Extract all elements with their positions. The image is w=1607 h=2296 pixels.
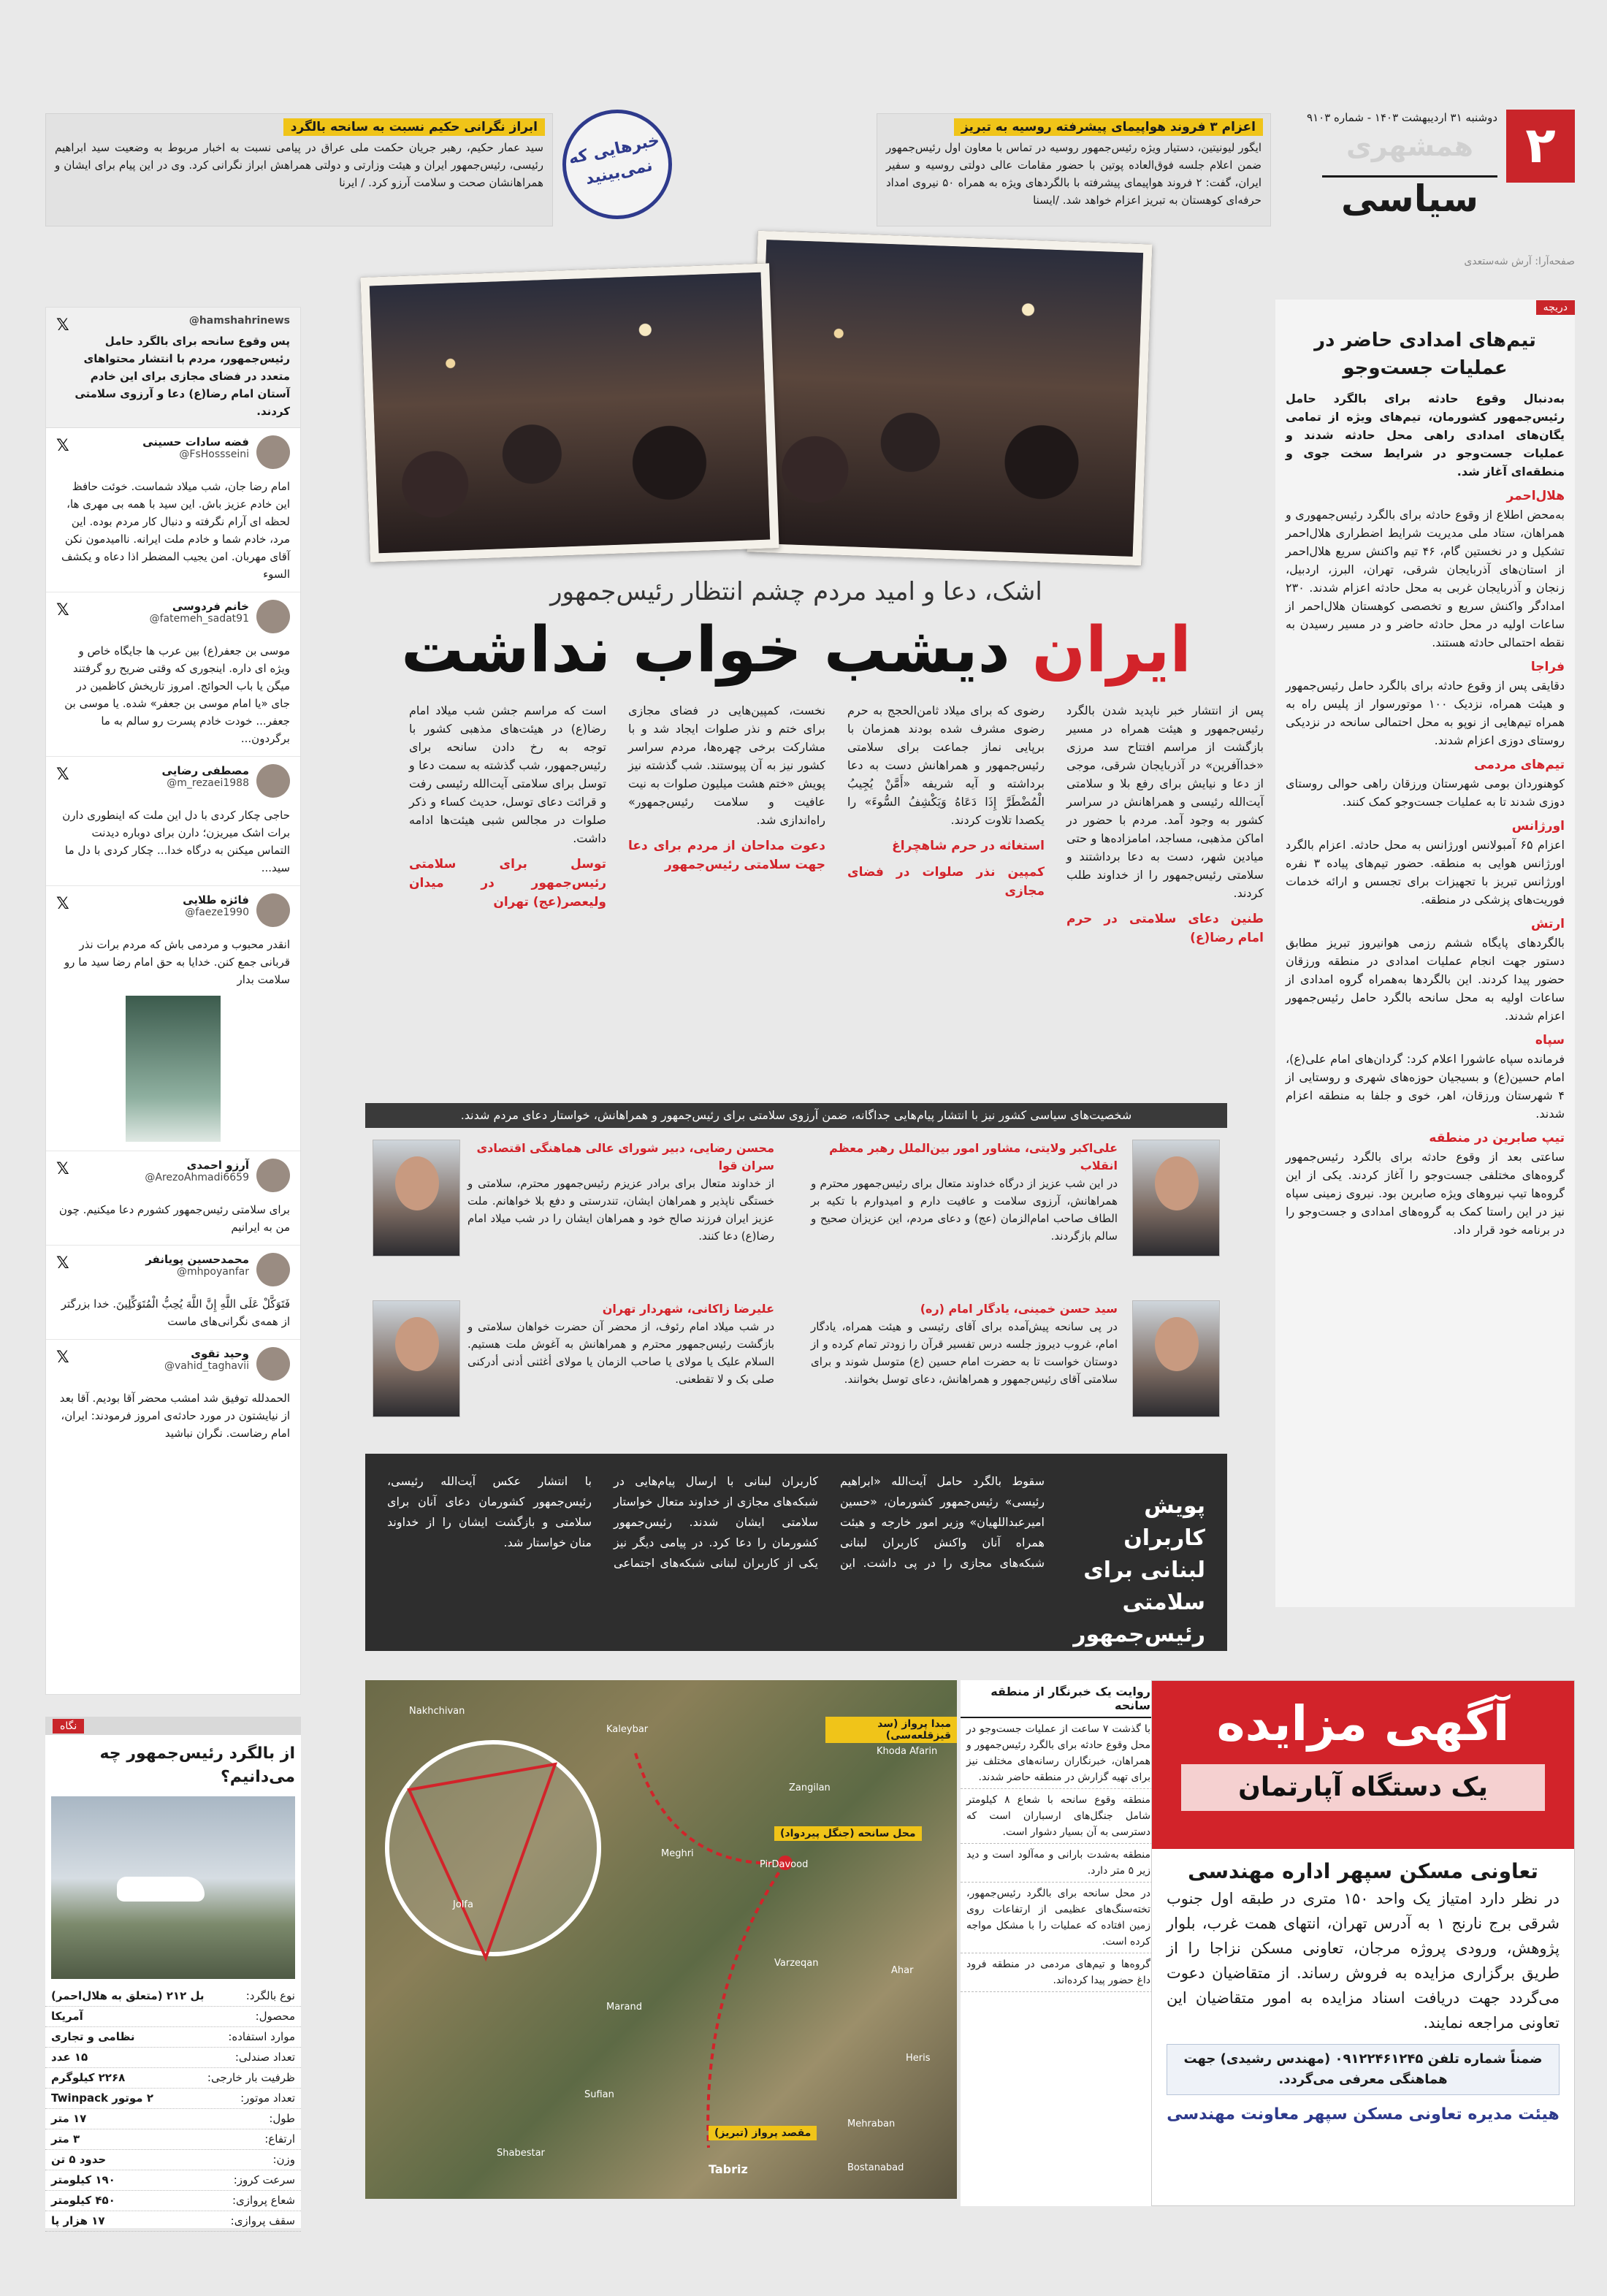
spec-label: موارد استفاده: bbox=[228, 2030, 295, 2043]
tweet bbox=[46, 1340, 300, 1451]
x-logo-icon: 𝕏 bbox=[56, 895, 69, 913]
section-body: بالگردهای پایگاه ششم رزمی هوانیروز تبریز مطابق دستور جهت انجام عملیات امدادی در منطقه ورزقان حضور پیدا کردند. این بالگردها به‌همراه گروه امدادی از ساعات اولیه به محل سانحه بالگرد حامل رئیس‌جمهور اعزام شدند. bbox=[1286, 936, 1565, 1023]
notes-title: روایت یک خبرنگار از منطقه سانحه bbox=[961, 1680, 1156, 1718]
spec-row bbox=[45, 2068, 301, 2089]
personality-name: محسن رضایی، دبیر شورای عالی هماهنگی اقتصادی سران قوا bbox=[476, 1141, 774, 1172]
map-place: Kaleybar bbox=[606, 1724, 649, 1735]
x-logo-icon: 𝕏 bbox=[56, 1349, 69, 1367]
spec-label: شعاع پروازی: bbox=[232, 2194, 295, 2207]
tweet-image bbox=[126, 996, 221, 1142]
spec-row bbox=[45, 2089, 301, 2109]
section-title: اورژانس bbox=[1511, 819, 1565, 834]
section-title: فراجا bbox=[1530, 660, 1565, 674]
article-text: پس از انتشار خبر ناپدید شدن بالگرد رئیس‌جمهور و هیئت همراه در مسیر بازگشت از مراسم افتتاح سد مرزی «خداآفرین» در آذربایجان شرقی، موجی از دعا و نیایش برای رفع بلا و سلامتی آیت‌الله رئیسی و همراهانش در سراسر کشور به وجود آمد. مردم با حضور در اماکن مذهبی، مساجد، امامزاده‌ها و حتی میادین شهر، دست به دعا برداشتند و سلامتی رئیس‌جمهور را از خداوند طلب کردند. bbox=[1066, 703, 1264, 900]
photo-mourners-right bbox=[747, 231, 1152, 566]
map-place: Varzeqan bbox=[774, 1958, 819, 1969]
personality-name: علی‌اکبر ولایتی، مشاور امور بین‌الملل رهبر معظم انقلاب bbox=[829, 1141, 1118, 1172]
tweet-handle[interactable]: @m_rezaei1988 bbox=[167, 777, 249, 789]
tweet bbox=[46, 592, 300, 757]
tweet bbox=[46, 886, 300, 1151]
avatar bbox=[256, 435, 290, 469]
photo-mourners-left bbox=[360, 263, 779, 562]
avatar bbox=[256, 1347, 290, 1381]
headline-rest: دیشب خواب نداشت bbox=[401, 614, 1010, 687]
section-title: سیاسی bbox=[1322, 175, 1497, 231]
tweet-text: پس وقوع سانحه برای بالگرد حامل رئیس‌جمهور، مردم با انتشار محتواهای متعدد در فضای مجازی برای این خادم آستان امام رضا(ع) دعا و آرزوی سلامتی کردند. bbox=[75, 335, 290, 418]
map-place: Meghri bbox=[661, 1848, 694, 1859]
personality-body: در شب میلاد امام رئوف، از محضر آن حضرت خواهان سلامتی و بازگشت رئیس‌جمهور محترم و همراهانش به آغوش ملت هستیم. السلام علیک یا مولای یا صاحب الزمان یا مولای أغثنی أدنی أدرکنی صلی بک و لا تقطعنی. bbox=[467, 1320, 774, 1386]
stamp-logo: خبرهایی که نمی‌بینید bbox=[552, 99, 682, 229]
spec-value: آمریکا bbox=[51, 2010, 83, 2023]
tweet bbox=[46, 757, 300, 886]
label-destination: مقصد پرواز (تبریز) bbox=[709, 2126, 817, 2140]
map-place: Mehraban bbox=[847, 2118, 896, 2129]
tweet-text: موسی بن جعفر(ع) بین عرب ها جایگاه خاص و ویژه ای داره. اینجوری که وقتی ضریح رو گرفتند میگن یا باب الحوائج. امروز تاریخش کاظمین در جای «یا امام موسی بن جعفر» شده. یا موسی بن جعفر... خودت خادم پسرت رو سالم به ما برگردون... bbox=[64, 644, 290, 745]
box-title: پویش کاربران لبنانی برای سلامتی رئیس‌جمهور bbox=[1073, 1493, 1205, 1647]
spec-label: محصول: bbox=[255, 2010, 295, 2023]
tweet-text: انقدر محبوب و مردمی باش که مردم برات نذر قربانی جمع کنن. خدایا به حق امام رضا سید ما رو سلامت بدار bbox=[64, 938, 290, 986]
spec-row bbox=[45, 2191, 301, 2211]
tweet-text: الحمدلله توفیق شد امشب محضر آقا بودیم. آقا بعد از نیایشتون در مورد حادثه‌ی امروز فرمودند: ایران، امام رضاست. نگران نباشید bbox=[59, 1392, 290, 1440]
section-title: سپاه bbox=[1535, 1033, 1565, 1048]
spec-value: ۱۵ عدد bbox=[51, 2051, 88, 2064]
map-place: Nakhchivan bbox=[409, 1706, 465, 1717]
paper-logo: همشهری bbox=[1345, 130, 1474, 162]
spec-row bbox=[45, 2170, 301, 2191]
avatar bbox=[256, 893, 290, 927]
ad-phone: ضمناً شماره تلفن ۰۹۱۲۲۴۶۱۲۴۵ (مهندس رشیدی) جهت هماهنگی معرفی می‌گردد. bbox=[1167, 2044, 1560, 2095]
box-tag: نگاه bbox=[53, 1719, 84, 1734]
brief-title: اعزام ۳ فروند هواپیمای پیشرفته روسیه به تبریز bbox=[954, 118, 1263, 136]
tweet bbox=[46, 1246, 300, 1340]
box-title: از بالگرد رئیس‌جمهور چه می‌دانیم؟ bbox=[99, 1744, 295, 1786]
brief-body: سید عمار حکیم، رهبر جریان حکمت ملی عراق در پیامی نسبت به اخبار مربوط به وضعیت سید ابراهیم رئیسی، رئیس‌جمهور ایران و هیئت وزارتی و دولتی همراهش ابراز نگرانی کرد. وی در این پیام برای ایشان و همراهانشان صحت و سلامت آرزو کرد. / ایرنا bbox=[55, 141, 543, 189]
label-crash: محل سانحه (جنگل پیردواد) bbox=[774, 1826, 922, 1841]
portrait-photo bbox=[1132, 1300, 1220, 1417]
helicopter-facts bbox=[45, 1717, 301, 2228]
brief-title: ابراز نگرانی حکیم نسبت به سانحه بالگرد bbox=[283, 118, 545, 136]
ad-subtitle: یک دستگاه آپارتمان bbox=[1181, 1764, 1545, 1811]
article-subhead: طنین دعای سلامتی در حرم امام رضا(ع) bbox=[1066, 912, 1264, 945]
brief-body: ایگور لیونیتین، دستیار ویژه رئیس‌جمهور روسیه در تماس با معاون اول رئیس‌جمهور ضمن اعلام جلسه فوق‌العاده پوتین با حضور مقامات عالی دولتی روسیه و سفیر ایران، گفت: ۲ فروند هواپیمای پیشرفته با بالگردهای ویژه به همراه ۵۰ نیروی امداد حرفه‌ای کوهستان به تبریز اعزام خواهد شد. /ایسنا bbox=[886, 141, 1261, 207]
map-place: Heris bbox=[906, 2053, 931, 2064]
twitter-column bbox=[45, 307, 301, 1695]
page-number: ۲ bbox=[1506, 110, 1575, 183]
x-logo-icon: 𝕏 bbox=[56, 766, 69, 784]
ad-body: در نظر دارد امتیاز یک واحد ۱۵۰ متری در طبقه اول جنوب شرقی برج نارنج ۱ به آدرس تهران، انتهای همت غرب، بلوار پژوهش، ورودی پروژه مرجان، تعاونی مسکن نزاجا را از طریق برگزاری مزایده به فروش رساند. از متقاضیان دعوت می‌گردد جهت دریافت اسناد مزایده به امور متقاضیان این تعاونی مراجعه نمایند. bbox=[1167, 1890, 1560, 2032]
avatar bbox=[256, 764, 290, 798]
spec-row bbox=[45, 2027, 301, 2048]
personality-body: از خداوند متعال برای برادر عزیزم رئیس‌جمهور محترم، سلامتی و خستگی ناپذیر و همراهان ایشان، تندرستی و دفع بلا خواهانم. ملت عزیز ایران فرزند صالح خود و همراهان ایشان را در شب میلاد امام رضا(ع) دعا کنند. bbox=[467, 1177, 774, 1243]
ad-footer: هیئت مدیره تعاونی مسکن سپهر معاونت مهندسی bbox=[1167, 2105, 1560, 2124]
spec-value: ۲ موتور Twinpack bbox=[51, 2091, 153, 2105]
tweet-handle[interactable]: @vahid_taghavii bbox=[164, 1360, 249, 1372]
spec-row bbox=[45, 2211, 301, 2232]
personality-name: سید حسن خمینی، یادگار امام (ره) bbox=[920, 1302, 1118, 1316]
tweet-name: وحید تقوی bbox=[191, 1347, 249, 1360]
map-place: Bostanabad bbox=[847, 2162, 904, 2173]
spec-label: ارتفاع: bbox=[264, 2132, 295, 2146]
personality-body: در پی سانحه پیش‌آمده برای آقای رئیسی و هیئت همراه، یادگار امام، غروب دیروز جلسه درس تفسیر قرآن را زودتر تمام کرده و از دوستان خواست تا به حضرت امام حسین (ع) متوسل شوند و برای سلامتی آقای رئیس‌جمهور و همراهانش، دعای توسل بخوانند. bbox=[811, 1320, 1118, 1386]
section-title: هلال‌احمر bbox=[1506, 489, 1565, 503]
avatar bbox=[256, 1159, 290, 1192]
section-title: ارتش bbox=[1530, 917, 1565, 931]
ad-org: تعاونی مسکن سپهر اداره مهندسی bbox=[1188, 1859, 1538, 1883]
crash-site-map[interactable] bbox=[365, 1680, 957, 2199]
spec-value: نظامی و تجاری bbox=[51, 2030, 135, 2043]
tweet-name: محمدحسین پویانفر bbox=[145, 1253, 249, 1266]
spec-value: بل ۲۱۲ (متعلق به هلال‌احمر) bbox=[51, 1989, 205, 2002]
portrait-photo bbox=[1132, 1140, 1220, 1256]
map-place: Marand bbox=[606, 2002, 642, 2013]
flight-path bbox=[635, 1753, 785, 2148]
spec-value: ۴۵۰ کیلومتر bbox=[51, 2194, 115, 2207]
x-logo-icon: 𝕏 bbox=[56, 437, 69, 455]
section-body: اعزام ۶۵ آمبولانس اورژانس به محل حادثه. اعزام بالگرد اورژانس هوایی به منطقه. حضور تیم‌های پیاده ۳ نفره اورژانس تبریز با تجهیزات برای تجسس و ارائه خدمات فوریت‌های پزشکی در منطقه. bbox=[1286, 838, 1565, 907]
spec-value: حدود ۵ تن bbox=[51, 2153, 107, 2166]
reporter-notes bbox=[961, 1680, 1156, 2206]
spec-label: سرعت کروز: bbox=[233, 2173, 295, 2186]
article-column bbox=[628, 701, 825, 874]
spec-label: نوع بالگرد: bbox=[245, 1989, 295, 2002]
tweet-handle[interactable]: @ArezoAhmadi6659 bbox=[145, 1172, 249, 1183]
box-body: سقوط بالگرد حامل آیت‌الله «ابراهیم رئیسی» رئیس‌جمهور کشورمان، «حسین امیرعبداللهیان» وزیر امور خارجه و هیئت همراه آنان واکنش کاربران لبنانی شبکه‌های مجازی را در پی داشت. این کاربران لبنانی با ارسال پیام‌هایی در شبکه‌های مجازی از خداوند متعال خواستار سلامتی ایشان شدند. رئیس‌جمهور کشورمان را دعا کرد. در پیامی دیگر نیز یکی از کاربران لبنانی شبکه‌های اجتماعی با انتشار عکس آیت‌الله رئیسی، رئیس‌جمهور کشورمان دعای آنان برای سلامتی و بازگشت ایشان را از خداوند منان خواستار شد. bbox=[387, 1474, 1045, 1570]
spec-label: سقف پروازی: bbox=[230, 2214, 295, 2227]
map-place: Ahar bbox=[891, 1965, 914, 1976]
note-item: منطقه به‌شدت بارانی و مه‌آلود است و دید زیر ۵ متر دارد. bbox=[961, 1844, 1156, 1883]
article-subhead: کمپین نذر صلوات در فضای مجازی bbox=[847, 865, 1045, 899]
personality-name: علیرضا زاکانی، شهردار تهران bbox=[602, 1302, 774, 1316]
panel-title: تیم‌های امدادی حاضر در عملیات جست‌وجو bbox=[1314, 329, 1536, 379]
map-place: Sufian bbox=[584, 2089, 614, 2100]
spec-label: تعداد صندلی: bbox=[234, 2051, 295, 2064]
tweet-handle[interactable]: @fatemeh_sadat91 bbox=[149, 613, 249, 625]
article-column bbox=[409, 701, 606, 912]
x-logo-icon: 𝕏 bbox=[56, 316, 69, 335]
spec-label: تعداد موتور: bbox=[240, 2091, 295, 2105]
note-item: منطقه وقوع سانحه با شعاع ۸ کیلومتر شامل جنگل‌های ارسباران است که دسترسی به آن بسیار دشوار است. bbox=[961, 1789, 1156, 1844]
article-text: نخست، کمپین‌هایی در فضای مجازی برای ختم و نذر صلوات ایجاد شد و با مشارکت برخی چهره‌ها، مردم سراسر کشور نیز به آن پیوستند. شب گذشته نیز پویش «ختم هشت میلیون صلوات به نیت عافیت و سلامت رئیس‌جمهور» راه‌اندازی شد. bbox=[628, 703, 825, 827]
personality-card bbox=[804, 1300, 1220, 1468]
article-subhead: دعوت مداحان از مردم برای دعا جهت سلامتی رئیس‌جمهور bbox=[628, 839, 825, 872]
article-text: رضوی که برای میلاد ثامن‌الحجج به حرم رضوی مشرف شده بودند همزمان با برپایی نماز جماعت برای سلامتی رئیس‌جمهور و همراهانش دست به دعا برداشته و آیه شریفه «أَمَّنْ یُجِیبُ الْمُضْطَرَّ إِذَا دَعَاهُ وَیَکْشِفُ السُّوءَ» را یکصدا تلاوت کردند. bbox=[847, 703, 1045, 827]
spec-row bbox=[45, 2109, 301, 2129]
tweet-text: حاجی چکار کردی با دل این ملت که اینطوری دارن برات اشک میریزن؛ دارن برای دوباره دیدنت التماس میکنن به درگاه خدا... چکار کردی با دل ما سید... bbox=[62, 809, 290, 874]
spec-label: ظرفیت بار خارجی: bbox=[207, 2071, 295, 2084]
helicopter-photo bbox=[51, 1796, 295, 1979]
spec-row bbox=[45, 2048, 301, 2068]
tweet-handle[interactable]: @hamshahrinews bbox=[188, 315, 290, 327]
section-title: تیم‌های مردمی bbox=[1474, 758, 1565, 772]
spec-row bbox=[45, 1986, 301, 2007]
personality-body: در این شب عزیز از درگاه خداوند متعال برای رئیس‌جمهور محترم و همراهانش، آرزوی سلامت و عافیت دارم و امیدوارم با تکیه بر الطاف صاحب امام‌الزمان (عج) و دعای مردم، این عزیزان صحیح و سالم بازگردند. bbox=[811, 1177, 1118, 1243]
personality-card bbox=[804, 1140, 1220, 1308]
note-item: گروه‌ها و تیم‌های مردمی در منطقه فرود داغ حضور پیدا کرده‌اند. bbox=[961, 1953, 1156, 1992]
map-place: Shabestar bbox=[497, 2148, 545, 2159]
label-origin: مبدا پرواز (سد قیزقلعه‌سی) bbox=[825, 1717, 957, 1743]
spec-row bbox=[45, 2150, 301, 2170]
tweet-text: برای سلامتی رئیس‌جمهور کشورم دعا میکنیم. چون من به ایرانیم bbox=[58, 1203, 290, 1234]
headline-red: ایران bbox=[1031, 614, 1191, 687]
tweet-name: خانم فردوسی bbox=[172, 600, 249, 613]
main-headline bbox=[365, 614, 1227, 687]
ad-title: آگهی مزایده bbox=[1216, 1696, 1510, 1752]
tweet-name: آرزو احمدی bbox=[186, 1159, 249, 1172]
sub-headline: اشک، دعا و امید مردم چشم انتظار رئیس‌جمهور bbox=[550, 577, 1042, 606]
tweet bbox=[46, 1151, 300, 1246]
brief-russia bbox=[877, 113, 1271, 226]
section-body: فرمانده سپاه عاشورا اعلام کرد: گردان‌های امام علی(ع)، امام حسین(ع) و بسیجیان حوزه‌های شهری و روستایی از ۴ شهرستان ورزقان، اهر، خوی و جلفا به منطقه اعزام شدند. bbox=[1286, 1052, 1565, 1121]
note-item: در محل سانحه برای بالگرد رئیس‌جمهور، تخته‌سنگ‌های عظیمی از ارتفاعات روی زمین افتاده که عملیات را با مشکل مواجه کرده است. bbox=[961, 1883, 1156, 1953]
map-place: Khoda Afarin bbox=[877, 1746, 938, 1757]
tweet-handle[interactable]: @faeze1990 bbox=[185, 907, 249, 918]
map-place: Tabriz bbox=[709, 2162, 748, 2176]
ad-header bbox=[1152, 1681, 1574, 1849]
portrait-photo bbox=[373, 1140, 460, 1256]
panel-lead: به‌دنبال وقوع حادثه برای بالگرد حامل رئیس‌جمهور کشورمان، تیم‌های ویژه از تمامی یگان‌های امدادی راهی محل حادثه شدند و عملیات جست‌وجو در شرایط سخت جوی و منطقه‌ای آغاز شد. bbox=[1286, 392, 1565, 478]
spec-label: وزن: bbox=[272, 2153, 295, 2166]
date-line: دوشنبه ۳۱ اردیبهشت ۱۴۰۳ - شماره ۹۱۰۳ bbox=[1307, 111, 1497, 124]
page-designer: صفحه‌آرا: آرش شه‌ستعدی bbox=[1464, 256, 1575, 267]
tweet-handle[interactable]: @FsHossseini bbox=[179, 449, 249, 460]
section-body: کوهنوردان بومی شهرستان ورزقان راهی حوالی روستای دوزی شدند تا به عملیات جست‌وجو کمک کنند. bbox=[1286, 777, 1565, 809]
section-body: به‌محض اطلاع از وقوع حادثه برای بالگرد رئیس‌جمهوری و همراهان، ستاد ملی مدیریت شرایط اضطراری هلال‌احمر تشکیل و در نخستین گام، ۴۶ تیم واکنش سریع هلال‌احمر از استان‌های آذربایجان شرقی، تهران، البرز، اردبیل، زنجان و آذربایجان غربی به محل حادثه اعزام شدند. ۲۳۰ امدادگر واکنش سریع و تخصصی کوهستان هلال‌احمر از ساعات اولیه در محل حادثه حاضر و در مسیر رسیدن به نقطه احتمالی حادثه هستند. bbox=[1286, 508, 1565, 649]
map-place: Zangilan bbox=[789, 1782, 831, 1793]
map-place: Jolfa bbox=[453, 1899, 473, 1910]
panel-tag: دریچه bbox=[1536, 300, 1575, 315]
helicopter-icon bbox=[117, 1877, 205, 1902]
avatar bbox=[256, 600, 290, 633]
x-logo-icon: 𝕏 bbox=[56, 1254, 69, 1273]
personalities-banner: شخصیت‌های سیاسی کشور نیز با انتشار پیام‌هایی جداگانه، ضمن آرزوی سلامتی برای رئیس‌جمهور و همراهانش، خواستار دعای مردم شدند. bbox=[365, 1103, 1227, 1128]
map-place: PirDavood bbox=[760, 1859, 809, 1870]
spec-value: ۱۷ متر bbox=[51, 2112, 87, 2125]
x-logo-icon: 𝕏 bbox=[56, 601, 69, 619]
article-subhead: توسل برای سلامتی رئیس‌جمهور در میدان ولیعصر(عج) تهران bbox=[409, 857, 606, 909]
section-title: تیپ صابرین در منطقه bbox=[1429, 1131, 1565, 1145]
spec-value: ۳ متر bbox=[51, 2132, 80, 2146]
article-text: است که مراسم جشن شب میلاد امام رضا(ع) در هیئت‌های مذهبی کشور با توجه به رخ دادن سانحه برای رئیس‌جمهور، شب گذشته به سمت دعا و توسل برای سلامتی آیت‌الله رئیسی رفت و قرائت دعای توسل، حدیث کساء و ذکر صلوات در مجالس شبی هیئت‌ها ادامه داشت. bbox=[409, 703, 606, 845]
article-column bbox=[1066, 701, 1264, 947]
lebanese-users-box bbox=[365, 1454, 1227, 1651]
portrait-photo bbox=[373, 1300, 460, 1417]
article-column bbox=[847, 701, 1045, 901]
tweet bbox=[46, 428, 300, 592]
rescue-teams-panel bbox=[1275, 300, 1575, 1607]
tweet-name: فضه سادات حسینی bbox=[142, 435, 249, 449]
tweet-name: مصطفی رضایی bbox=[161, 764, 249, 777]
brief-hakim bbox=[45, 113, 553, 226]
tweet-name: فائزه طلایی bbox=[183, 893, 249, 907]
spec-value: ۲۲۶۸ کیلوگرم bbox=[51, 2071, 126, 2084]
spec-row bbox=[45, 2129, 301, 2150]
personality-card bbox=[365, 1140, 782, 1308]
note-item: با گذشت ۷ ساعت از عملیات جست‌وجو در محل وقوع حادثه برای بالگرد رئیس‌جمهور و همراهان، خبرنگاران رسانه‌های مختلف نیز برای تهیه گزارش در منطقه حاضر شدند. bbox=[961, 1718, 1156, 1789]
spec-row bbox=[45, 2007, 301, 2027]
section-body: ساعتی بعد از وقوع حادثه برای بالگرد رئیس‌جمهور گروه‌های مختلفی جست‌وجو را آغاز کردند. یکی از این گروه‌ها تیپ نیروهای ویژه صابرین بود. نیروی زمینی سپاه نیز در این راستا کمک به گروه‌های امدادی و جست‌وجو را در برنامه خود قرار داد. bbox=[1286, 1150, 1565, 1237]
tweet-text: فَتَوَکَّلْ عَلَی اللَّهِ إِنَّ اللَّهَ یُحِبُّ الْمُتَوَکِّلِینَ. خدا بزرگتر از همه‌ی نگرانی‌های ماست bbox=[61, 1297, 290, 1328]
tweet-text: امام رضا جان، شب میلاد شماست. خوئت حافظ این خادم عزیز باش. این سید با همه بی مهری ها، لحظه ای آرام نگرفته و دنبال کار مردم بوده. این مرد، خادم شما و خادم ملت ایرانه. ناامیدمون نکن آقای مهربان. امن یجیب المضطر اذا دعاه و یکشف السوء bbox=[61, 480, 290, 581]
section-body: دقایقی پس از وقوع حادثه برای بالگرد حامل رئیس‌جمهور و هیئت همراه، نزدیک ۱۰۰ موتورسوار از پلیس راه به همراه تیم‌هایی از نوپو به محل احتمالی سانحه در نزدیکی روستای دوزی اعزام شدند. bbox=[1286, 679, 1565, 747]
spec-label: طول: bbox=[269, 2112, 295, 2125]
x-logo-icon: 𝕏 bbox=[56, 1160, 69, 1178]
auction-ad bbox=[1151, 1680, 1575, 2206]
spec-value: ۱۷ هزار پا bbox=[51, 2214, 105, 2227]
tweet-handle[interactable]: @mhpoyanfar bbox=[177, 1266, 249, 1278]
personality-card bbox=[365, 1300, 782, 1468]
article-subhead: استغاثه در حرم شاهچراغ bbox=[892, 839, 1045, 853]
avatar bbox=[256, 1253, 290, 1286]
spec-value: ۱۹۰ کیلومتر bbox=[51, 2173, 115, 2186]
